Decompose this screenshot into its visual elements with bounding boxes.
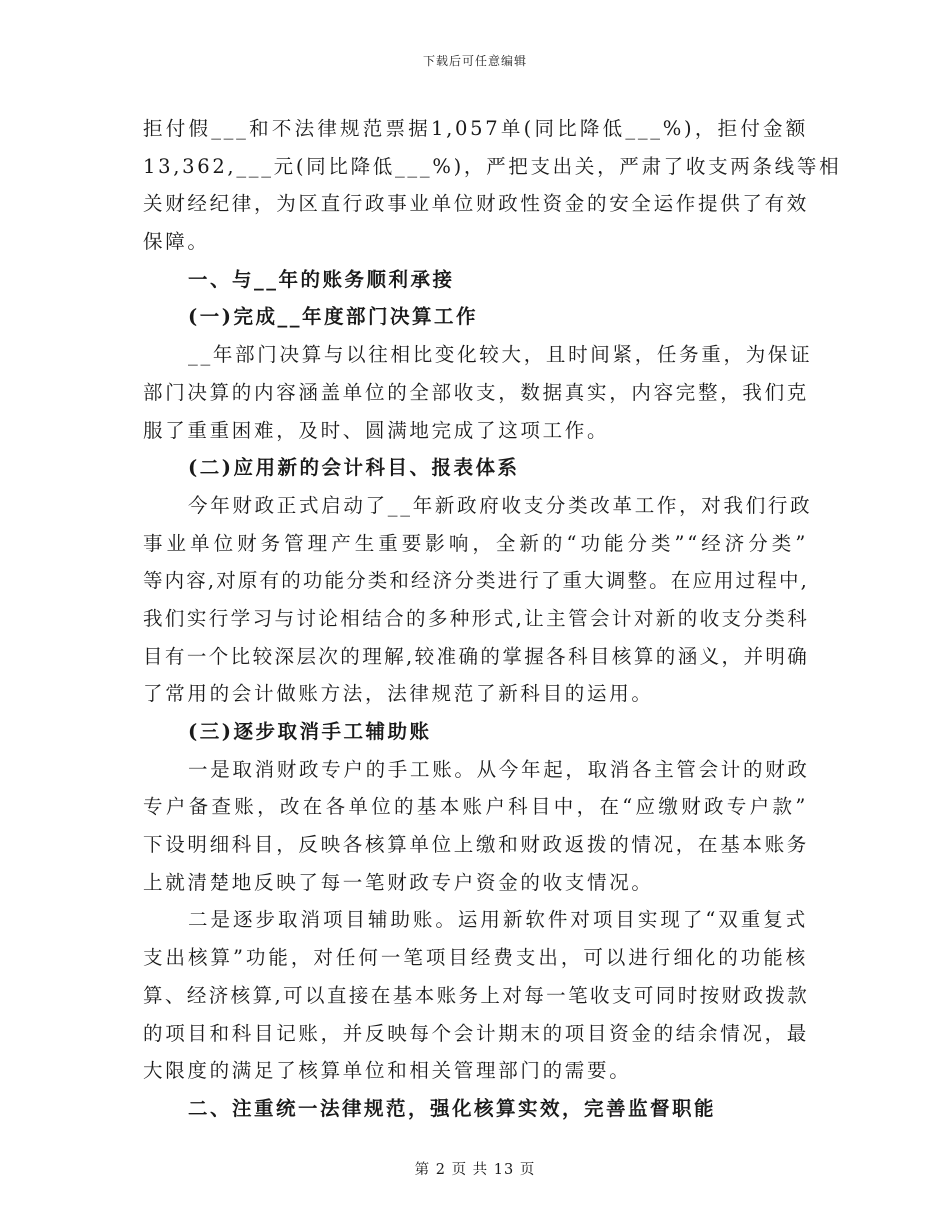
paragraph-line: 目有一个比较深层次的理解,较准确的掌握各科目核算的涵义，并明确 xyxy=(143,644,808,668)
paragraph-line: 关财经纪律，为区直行政事业单位财政性资金的安全运作提供了有效 xyxy=(143,192,810,216)
paragraph-line: 部门决算的内容涵盖单位的全部收支，数据真实，内容完整，我们克 xyxy=(143,380,810,404)
paragraph-line: 服了重重困难，及时、圆满地完成了这项工作。 xyxy=(143,418,610,442)
section-heading: 二、注重统一法律规范，强化核算实效，完善监督职能 xyxy=(188,1096,717,1120)
paragraph-line: 今年财政正式启动了__年新政府收支分类改革工作，对我们行政 xyxy=(188,493,813,517)
paragraph-line: 事业单位财务管理产生重要影响，全新的“功能分类”“经济分类” xyxy=(143,531,808,555)
paragraph-line: 支出核算”功能，对任何一笔项目经费支出，可以进行细化的功能核 xyxy=(143,946,808,970)
paragraph-line: 我们实行学习与讨论相结合的多种形式,让主管会计对新的收支分类科 xyxy=(143,606,808,630)
paragraph-line: 专户备查账，改在各单位的基本账户科目中，在“应缴财政专户款” xyxy=(143,795,808,819)
paragraph-line: 二是逐步取消项目辅助账。运用新软件对项目实现了“双重复式 xyxy=(188,908,808,932)
page-header: 下载后可任意编辑 xyxy=(422,54,527,68)
subsection-heading: (一)完成__年度部门决算工作 xyxy=(188,305,478,329)
paragraph-line: 保障。 xyxy=(143,230,210,254)
subsection-heading: (二)应用新的会计科目、报表体系 xyxy=(188,456,520,480)
section-heading: 一、与__年的账务顺利承接 xyxy=(188,267,455,291)
paragraph-line: 了常用的会计做账方法，法律规范了新科目的运用。 xyxy=(143,682,654,706)
paragraph-line: 13,362,___元(同比降低___%)，严把支出关，严肃了收支两条线等相 xyxy=(143,154,842,178)
document-body xyxy=(143,110,842,1128)
paragraph-line: 等内容,对原有的功能分类和经济分类进行了重大调整。在应用过程中, xyxy=(143,569,808,593)
paragraph-line: 的项目和科目记账，并反映每个会计期末的项目资金的结余情况，最 xyxy=(143,1021,810,1045)
paragraph-line: 大限度的满足了核算单位和相关管理部门的需要。 xyxy=(143,1059,632,1083)
paragraph-line: 上就清楚地反映了每一笔财政专户资金的收支情况。 xyxy=(143,870,654,894)
paragraph-line: 一是取消财政专户的手工账。从今年起，取消各主管会计的财政 xyxy=(188,757,810,781)
page-footer: 第 2 页 共 13 页 xyxy=(414,1162,536,1178)
subsection-heading: (三)逐步取消手工辅助账 xyxy=(188,720,432,743)
paragraph-line: 下设明细科目，反映各核算单位上缴和财政返拨的情况，在基本账务 xyxy=(143,833,810,857)
paragraph-line: __年部门决算与以往相比变化较大，且时间紧，任务重，为保证 xyxy=(188,343,813,367)
paragraph-line: 算、经济核算,可以直接在基本账务上对每一笔收支可同时按财政拨款 xyxy=(143,983,808,1007)
paragraph-line: 拒付假___和不法律规范票据1,057单(同比降低___%)，拒付金额 xyxy=(143,117,808,140)
